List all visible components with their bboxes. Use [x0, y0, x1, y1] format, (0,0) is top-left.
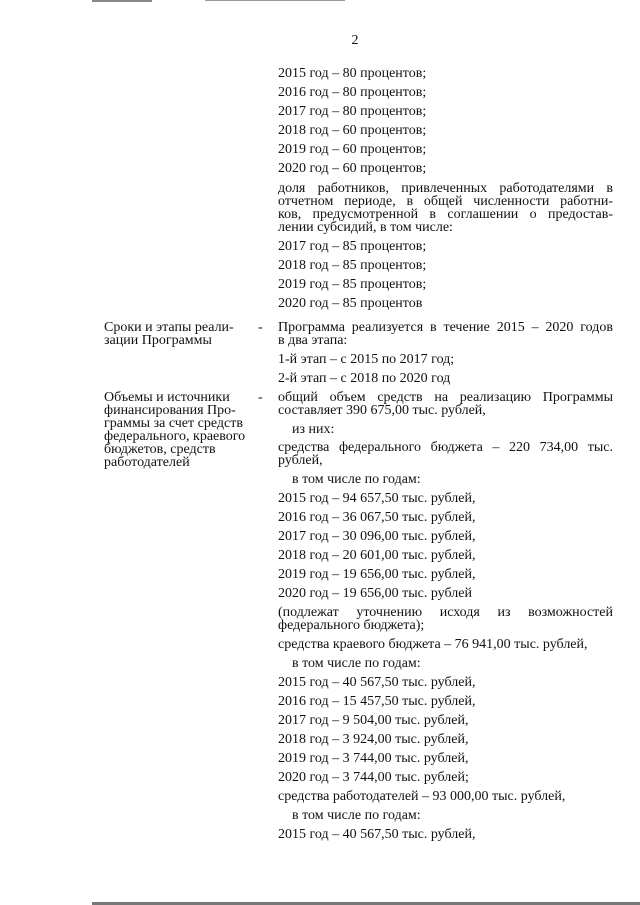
list-item: 2019 год – 60 процентов; [278, 142, 427, 157]
employers-funds-line: средства работодателей – 93 000,00 тыс. рублей, [278, 789, 566, 804]
list-item: 2015 год – 80 процентов; [278, 66, 427, 81]
regional-budget-line: средства краевого бюджета – 76 941,00 тыс. рублей, [278, 637, 588, 652]
list-item: 2020 год – 60 процентов; [278, 161, 427, 176]
of-them-label: из них: [292, 422, 335, 437]
scan-edge-mark [205, 0, 345, 1]
list-item: 2016 год – 15 457,50 тыс. рублей, [278, 694, 476, 709]
scan-edge-mark [92, 0, 152, 2]
list-item: 2019 год – 19 656,00 тыс. рублей, [278, 567, 476, 582]
funding-content: общий объем средств на реализацию Программы составляет 390 675,00 тыс. рублей, из них: средства федерального бюджета – 220 734,00 тыс. рублей, в том числе по годам: 2015 год – 94 657,50 тыс. рублей, 2016 год – 36 067,50 тыс. рублей, 2017 год – 30 096,00 тыс. рублей, 2018 год – 20 601,00 тыс. рублей, 2019 год – 19 656,00 тыс. рублей, 2020 год – 19 656,00 тыс. рублей (подлежат уточнению исходя из возможностей федерального бюджета); средства краевого бюджета – 76 941,00 тыс. рублей, в том числе по годам: 2015 год – 40 567,50 тыс. рублей, 2016 год – 15 457,50 тыс. рублей, 2017 год – 9 504,00 тыс. рублей, 2018 год – 3 924,00 тыс. рублей, 2019 год – 3 744,00 тыс. рублей, 2020 год – 3 744,00 тыс. рублей; средства работодателей – 93 000,00 тыс. рублей, в том числе по годам: 2015 год – 40 567,50 тыс. рублей, [278, 390, 613, 842]
list-item: 2018 год – 20 601,00 тыс. рублей, [278, 548, 476, 563]
list-item: 2019 год – 85 процентов; [278, 277, 427, 292]
by-years-label: в том числе по годам: [292, 472, 421, 487]
list-item: 2015 год – 40 567,50 тыс. рублей, [278, 675, 476, 690]
list-item: 2017 год – 30 096,00 тыс. рублей, [278, 529, 476, 544]
terms-label: Сроки и этапы реали- зации Программы [104, 320, 234, 348]
list-item: 2018 год – 60 процентов; [278, 123, 427, 138]
stage-item: 2-й этап – с 2018 по 2020 год [278, 371, 451, 386]
share-paragraph: доля работников, привлеченных работодателями в отчетном периоде, в общей численности работни- ков, предусмотренной в соглашении о предостав- лении субсидий, в том числе: [278, 181, 613, 235]
by-years-label: в том числе по годам: [292, 656, 421, 671]
dash-separator: - [258, 390, 263, 405]
list-item: 2018 год – 3 924,00 тыс. рублей, [278, 732, 469, 747]
list-item: 2017 год – 85 процентов; [278, 239, 427, 254]
list-item: 2020 год – 85 процентов [278, 296, 423, 311]
list-item: 2017 год – 9 504,00 тыс. рублей, [278, 713, 469, 728]
list-item: 2015 год – 40 567,50 тыс. рублей, [278, 827, 476, 842]
workers-share-block [278, 64, 613, 313]
funding-label: Объемы и источники финансирования Про- граммы за счет средств федерального, краевого бюджетов, средств работодателей [104, 390, 246, 470]
list-item: 2016 год – 80 процентов; [278, 85, 427, 100]
page-number: 2 [351, 33, 359, 48]
list-item: 2020 год – 19 656,00 тыс. рублей [278, 586, 472, 601]
stage-item: 1-й этап – с 2015 по 2017 год; [278, 352, 455, 367]
dash-separator: - [258, 320, 263, 335]
list-item: 2020 год – 3 744,00 тыс. рублей; [278, 770, 469, 785]
list-item: 2017 год – 80 процентов; [278, 104, 427, 119]
list-item: 2018 год – 85 процентов; [278, 258, 427, 273]
list-item: 2015 год – 94 657,50 тыс. рублей, [278, 491, 476, 506]
list-item: 2019 год – 3 744,00 тыс. рублей, [278, 751, 469, 766]
by-years-label: в том числе по годам: [292, 808, 421, 823]
list-item: 2016 год – 36 067,50 тыс. рублей, [278, 510, 476, 525]
terms-content: Программа реализуется в течение 2015 – 2020 годов в два этапа: 1-й этап – с 2015 по 2017 год; 2-й этап – с 2018 по 2020 год [278, 320, 613, 386]
